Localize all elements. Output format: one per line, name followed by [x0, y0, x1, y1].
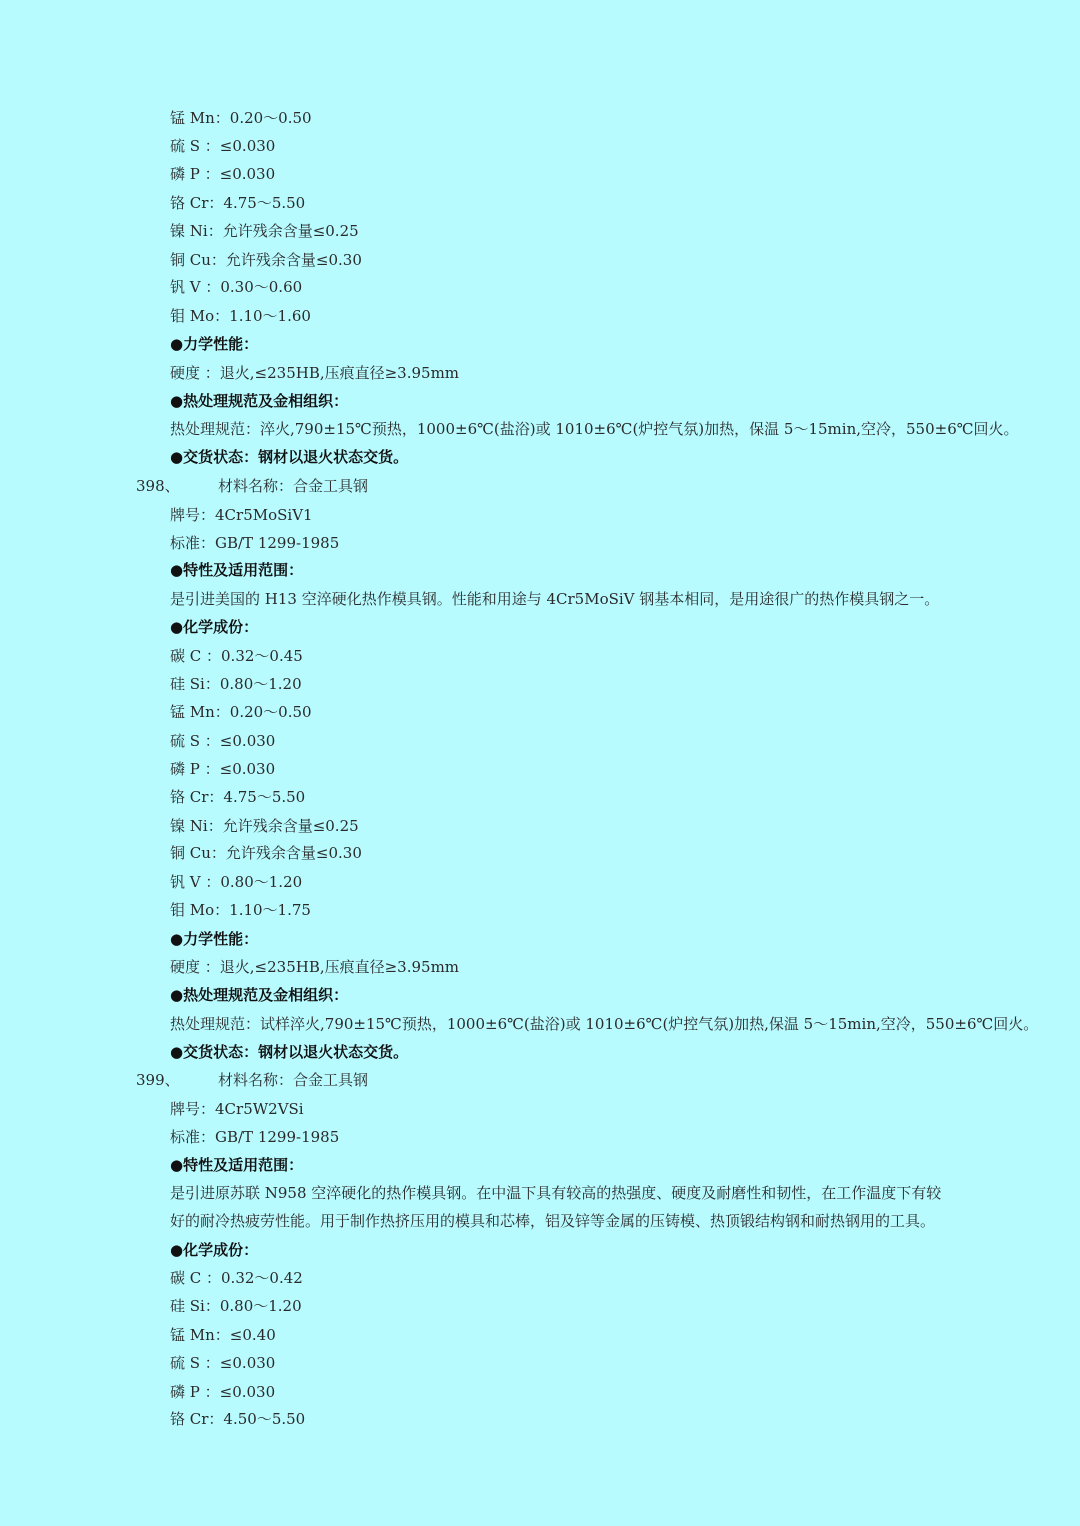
text-line: 磷 P ：≤0.030 [170, 760, 276, 778]
section-heading: ●化学成份： [170, 1241, 259, 1259]
section-heading: ●热处理规范及金相组织： [170, 392, 349, 410]
text-line: 镍 Ni：允许残余含量≤0.25 [170, 222, 359, 240]
text-line: 硫 S ：≤0.030 [170, 1354, 276, 1372]
text-line: 牌号：4Cr5W2VSi [170, 1100, 304, 1118]
text-line: 铜 Cu：允许残余含量≤0.30 [170, 844, 362, 862]
text-line: 锰 Mn：0.20～0.50 [170, 703, 312, 721]
text-line: 磷 P ：≤0.030 [170, 165, 276, 183]
text-line: 硬度 ：退火,≤235HB,压痕直径≥3.95mm [170, 958, 460, 976]
text-line: 镍 Ni：允许残余含量≤0.25 [170, 817, 359, 835]
text-line: 钼 Mo：1.10～1.75 [170, 901, 311, 919]
text-line: 硅 Si：0.80～1.20 [170, 1297, 302, 1315]
text-line: 钼 Mo：1.10～1.60 [170, 307, 311, 325]
section-heading: ●特性及适用范围： [170, 561, 304, 579]
text-line: 好的耐冷热疲劳性能。用于制作热挤压用的模具和芯棒，铝及锌等金属的压铸模、热顶锻结构钢和耐热钢用的工具。 [170, 1212, 936, 1230]
section-heading: ●特性及适用范围： [170, 1156, 304, 1174]
text-line: 锰 Mn：0.20～0.50 [170, 109, 312, 127]
section-heading: ●力学性能： [170, 930, 259, 948]
text-line: 铬 Cr：4.75～5.50 [170, 194, 306, 212]
entry-header [136, 1070, 368, 1090]
text-line: 铜 Cu：允许残余含量≤0.30 [170, 251, 362, 269]
text-line: 标准：GB/T 1299-1985 [170, 534, 340, 552]
section-heading: ●热处理规范及金相组织： [170, 986, 349, 1004]
text-line: 是引进原苏联 N958 空淬硬化的热作模具钢。在中温下具有较高的热强度、硬度及耐磨性和韧性，在工作温度下有较 [170, 1184, 942, 1202]
text-line: 牌号：4Cr5MoSiV1 [170, 506, 313, 524]
entry-number: 399、 [136, 1071, 180, 1089]
text-line: 硬度 ：退火,≤235HB,压痕直径≥3.95mm [170, 364, 460, 382]
text-line: 硫 S ：≤0.030 [170, 137, 276, 155]
text-line: 是引进美国的 H13 空淬硬化热作模具钢。性能和用途与 4Cr5MoSiV 钢基本相同，是用途很广的热作模具钢之一。 [170, 590, 940, 608]
text-line: 磷 P ：≤0.030 [170, 1383, 276, 1401]
text-line: 铬 Cr：4.75～5.50 [170, 788, 306, 806]
text-line: 钒 V ：0.80～1.20 [170, 873, 303, 891]
section-heading: ●交货状态：钢材以退火状态交货。 [170, 448, 409, 466]
text-line: 碳 C ：0.32～0.42 [170, 1269, 303, 1287]
section-heading: ●力学性能： [170, 335, 259, 353]
text-line: 硫 S ：≤0.030 [170, 732, 276, 750]
text-line: 铬 Cr：4.50～5.50 [170, 1410, 306, 1428]
section-heading: ●化学成份： [170, 618, 259, 636]
section-heading: ●交货状态：钢材以退火状态交货。 [170, 1043, 409, 1061]
material-name: 材料名称：合金工具钢 [218, 1071, 369, 1089]
text-line: 热处理规范：试样淬火,790±15℃预热，1000±6℃(盐浴)或 1010±6℃(炉控气氛)加热,保温 5～15min,空冷，550±6℃回火。 [170, 1015, 1039, 1033]
text-line: 标准：GB/T 1299-1985 [170, 1128, 340, 1146]
entry-number: 398、 [136, 477, 180, 495]
text-line: 热处理规范：淬火,790±15℃预热，1000±6℃(盐浴)或 1010±6℃(炉控气氛)加热，保温 5～15min,空冷，550±6℃回火。 [170, 420, 1019, 438]
text-line: 硅 Si：0.80～1.20 [170, 675, 302, 693]
material-name: 材料名称：合金工具钢 [218, 477, 369, 495]
entry-header [136, 476, 368, 496]
text-line: 碳 C ：0.32～0.45 [170, 647, 303, 665]
text-line: 钒 V ：0.30～0.60 [170, 278, 303, 296]
text-line: 锰 Mn：≤0.40 [170, 1326, 276, 1344]
